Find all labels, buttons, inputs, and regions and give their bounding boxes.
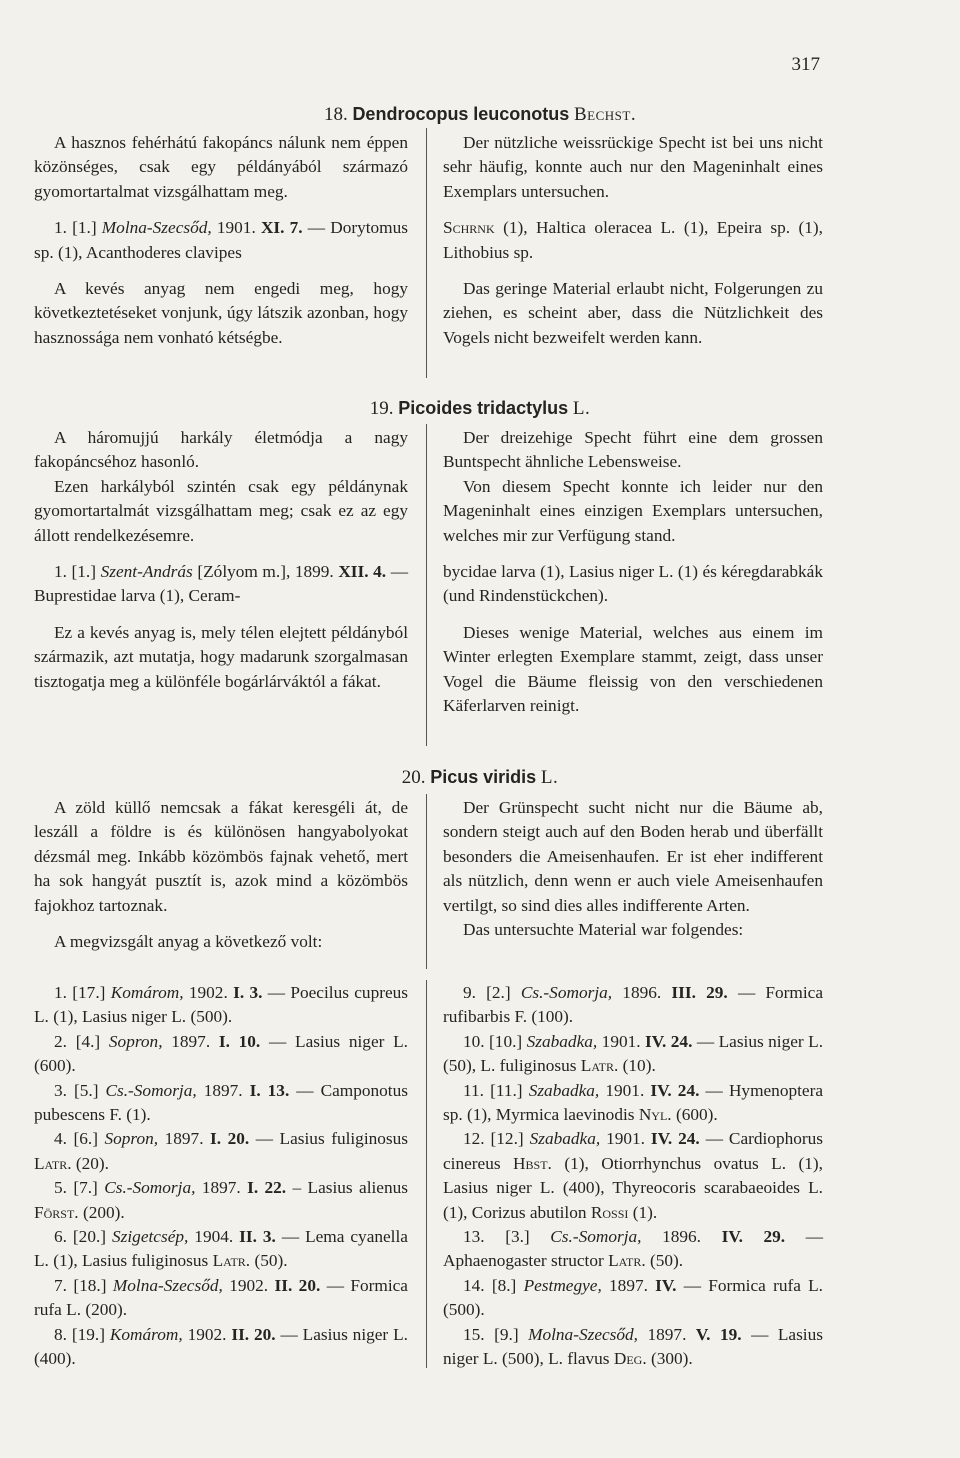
- record-text: (1), Haltica oleracea L. (1), Epeira sp. (1), Lithobius sp.: [443, 218, 823, 262]
- record-number: 13. [3.]: [463, 1227, 530, 1247]
- genus-name: Picus: [430, 767, 479, 787]
- record-date: IV. 24.: [650, 1129, 700, 1149]
- author-abbrev: Latr.: [212, 1251, 251, 1271]
- record-text: (50).: [254, 1251, 288, 1271]
- paragraph: Von diesem Specht konnte ich leider nur den Mageninhalt eines einzigen Exemplars untersuchen, welches mir zur Verfügung stand.: [443, 476, 823, 545]
- author-name: L.: [572, 398, 591, 419]
- record-location: Molna-Szecsőd,: [101, 218, 212, 238]
- author-abbrev: Schrnk: [443, 218, 495, 238]
- author-abbrev: Deg.: [613, 1349, 647, 1369]
- paragraph: Dieses wenige Material, welches aus einem im Winter erlegten Exemplare stammt, zeigt, dass unser Vogel die Bäume fleissig von den verschiedenen Käferlarven reinigt.: [443, 622, 823, 716]
- section-number: 19.: [369, 398, 394, 419]
- paragraph: A megvizsgált anyag a következő volt:: [54, 932, 323, 952]
- record-entry: [443, 1127, 823, 1225]
- section-heading-19: [0, 398, 960, 420]
- record-text: — Lasius fuliginosus: [255, 1129, 409, 1149]
- record-location: Sopron,: [104, 1129, 159, 1149]
- author-name: Bechst.: [573, 104, 637, 125]
- hungarian-column-20: [34, 796, 408, 954]
- author-abbrev: Latr.: [580, 1056, 619, 1076]
- record-location: Sopron,: [108, 1031, 163, 1051]
- record-location: Cs.-Somorja,: [104, 1178, 196, 1198]
- author-abbrev: Hbst.: [513, 1153, 552, 1173]
- record-date: III. 29.: [671, 983, 728, 1002]
- hungarian-column-19: [34, 426, 408, 694]
- record-date: IV. 24.: [650, 1080, 700, 1100]
- record-location: Komárom,: [109, 1324, 183, 1344]
- record-year: 1901.: [605, 1080, 645, 1100]
- record-location: Molna-Szecsőd,: [112, 1275, 223, 1295]
- author-abbrev: Först.: [34, 1202, 79, 1222]
- record-date: II. 3.: [239, 1227, 276, 1247]
- record-year: 1897.: [201, 1178, 241, 1198]
- record-location: Cs.-Somorja,: [550, 1227, 642, 1247]
- page-number: 317: [791, 54, 820, 75]
- paragraph: Ezen harkályból szintén csak egy példánynak gyomortartalmát vizsgálhattam meg; csak ez az egy állott rendelkezésemre.: [34, 476, 408, 545]
- record-date: I. 10.: [218, 1031, 261, 1051]
- record-text: — Cardiophorus cinereus: [443, 1129, 823, 1173]
- record-entry: [34, 1323, 408, 1372]
- record-location: Molna-Szecsőd,: [528, 1324, 638, 1344]
- paragraph: A zöld küllő nemcsak a fákat keresgéli át, de leszáll a földre is és különösen hangyabolyokat dézsmál meg. Inkább közömbös fajnak vehető, mert ha sok hangyát pusztít is, azok mind a közömbös fajokhoz tartoznak.: [34, 798, 408, 915]
- record-location: Szabadka,: [529, 1129, 601, 1149]
- record-year: 1902.: [188, 983, 228, 1002]
- record-date: II. 20.: [274, 1275, 321, 1295]
- author-name: L.: [540, 767, 559, 788]
- record-entry: [34, 981, 408, 1030]
- record-entry: [34, 1079, 408, 1128]
- genus-name: Dendrocopus: [352, 104, 469, 124]
- record-number: 10. [10.]: [463, 1031, 523, 1051]
- record-date: I. 13.: [249, 1080, 290, 1100]
- record-number: 1. [1.]: [54, 562, 97, 582]
- record-entry: [443, 1079, 823, 1128]
- record-number: 1. [17.]: [54, 983, 106, 1002]
- record-number: 1. [1.]: [54, 218, 97, 238]
- record-text: (10).: [622, 1056, 656, 1076]
- record-location: Cs.-Somorja,: [520, 983, 613, 1002]
- record-entry: [443, 1274, 823, 1323]
- paragraph: Der dreizehige Specht führt eine dem grossen Buntspecht ähnliche Lebensweise.: [443, 428, 823, 472]
- species-name: tridactylus: [477, 398, 569, 418]
- record-year: 1896.: [622, 983, 662, 1002]
- paragraph: A kevés anyag nem engedi meg, hogy következtetéseket vonjunk, úgy látszik azonban, hogy hasznossága nem vonható kétségbe.: [34, 279, 408, 347]
- record-text: (1).: [632, 1202, 658, 1222]
- german-column-19: [443, 426, 823, 718]
- record-entry: [443, 216, 823, 265]
- record-number: 14. [8.]: [463, 1275, 517, 1295]
- record-location: Szabadka,: [526, 1031, 598, 1051]
- record-text: — Hymenoptera sp. (1), Myrmica laevinodis: [443, 1080, 824, 1125]
- record-year: 1902.: [187, 1324, 227, 1344]
- record-text: — Formica rufa L. (200).: [34, 1275, 408, 1320]
- record-text: — Lasius niger L. (50), L. fuliginosus: [443, 1031, 824, 1076]
- record-year: 1897.: [647, 1324, 687, 1344]
- record-text: — Buprestidae larva (1), Ceram-: [34, 562, 408, 606]
- record-text: — Lasius niger L. (400).: [34, 1324, 408, 1369]
- section-heading-18: [0, 104, 960, 126]
- record-number: 9. [2.]: [463, 983, 511, 1002]
- record-number: 2. [4.]: [54, 1031, 101, 1051]
- record-year: 1897.: [171, 1031, 211, 1051]
- record-date: IV. 29.: [721, 1227, 786, 1247]
- hungarian-column-18: [34, 131, 408, 350]
- record-number: 3. [5.]: [54, 1080, 99, 1100]
- paragraph: Ez a kevés anyag is, mely télen elejtett példányból származik, azt mutatja, hogy madarunk szorgalmasan tisztogatja meg a különféle bogárlárváktól a fákat.: [34, 622, 408, 691]
- genus-name: Picoides: [398, 398, 473, 418]
- record-text: — Formica rufa L. (500).: [443, 1275, 824, 1320]
- record-text: — Lasius niger L. (500), L. flavus: [443, 1324, 823, 1369]
- record-year: 1901.: [606, 1129, 645, 1149]
- record-place: [Zólyom m.], 1899.: [197, 562, 334, 582]
- paragraph: Das geringe Material erlaubt nicht, Folgerungen zu ziehen, es scheint aber, dass die Nützlichkeit des Vogels nicht bezweifelt werden kann.: [443, 279, 823, 347]
- record-date: XI. 7.: [260, 218, 303, 238]
- record-text: — Dorytomus sp. (1), Acanthoderes clavipes: [34, 218, 408, 262]
- record-list-right: [443, 981, 823, 1372]
- record-text: — Aphaenogaster structor: [443, 1227, 823, 1271]
- record-year: 1901.: [601, 1031, 641, 1051]
- section-heading-20: [0, 767, 960, 789]
- record-year: 1901.: [216, 218, 256, 238]
- record-text: – Lasius alienus: [292, 1178, 408, 1198]
- record-entry: [34, 1127, 408, 1176]
- record-text: (200).: [82, 1202, 125, 1222]
- record-year: 1897.: [164, 1129, 204, 1149]
- paragraph: Der Grünspecht sucht nicht nur die Bäume ab, sondern steigt auch auf den Boden herab und überfällt besonders die Ameisenhaufen. Er ist eher indifferent als nützlich, denn wenn er auch viele Ameisenhaufen vertilgt, so sind dies alles indifferente Arten.: [443, 798, 823, 915]
- column-divider: [426, 794, 427, 969]
- record-year: 1902.: [229, 1275, 269, 1295]
- species-name: viridis: [483, 767, 537, 787]
- record-entry: [34, 560, 408, 609]
- record-entry: [34, 1225, 408, 1274]
- record-location: Cs.-Somorja,: [105, 1080, 197, 1100]
- species-name: leuconotus: [473, 104, 570, 124]
- record-location: Szabadka,: [528, 1080, 600, 1100]
- record-number: 6. [20.]: [54, 1227, 107, 1247]
- author-abbrev: Nyl.: [638, 1105, 672, 1125]
- column-divider: [426, 980, 427, 1368]
- record-date: V. 19.: [695, 1324, 742, 1344]
- paragraph: A hasznos fehérhátú fakopáncs nálunk nem éppen közönséges, csak egy példányából származó gyomortartalmat vizsgálhattam meg.: [34, 133, 408, 201]
- record-date: I. 22.: [247, 1178, 287, 1198]
- record-entry: [34, 1274, 408, 1323]
- record-number: 7. [18.]: [54, 1275, 107, 1295]
- record-date: IV. 24.: [645, 1031, 693, 1051]
- record-number: 5. [7.]: [54, 1178, 98, 1198]
- record-date: IV.: [655, 1275, 677, 1295]
- paragraph: Das untersuchte Material war folgendes:: [463, 920, 744, 940]
- author-abbrev: Latr.: [34, 1153, 72, 1173]
- record-year: 1897.: [609, 1275, 648, 1295]
- record-location: Komárom,: [110, 983, 184, 1002]
- paragraph: A háromujjú harkály életmódja a nagy fakopáncséhoz hasonló.: [34, 428, 408, 472]
- record-text: (600).: [675, 1105, 718, 1125]
- column-divider: [426, 424, 427, 746]
- record-number: 11. [11.]: [463, 1080, 523, 1100]
- record-entry: [34, 216, 408, 265]
- record-text: — Formica rufibarbis F. (100).: [443, 983, 824, 1027]
- record-location: Szent-András: [100, 562, 193, 582]
- record-number: 4. [6.]: [54, 1129, 98, 1149]
- german-column-20: [443, 796, 823, 942]
- record-number: 12. [12.]: [463, 1129, 524, 1149]
- record-text: (50).: [649, 1251, 684, 1271]
- record-year: 1904.: [194, 1227, 234, 1247]
- section-number: 18.: [323, 104, 348, 125]
- record-text: (300).: [650, 1349, 693, 1369]
- record-entry: [34, 1176, 408, 1225]
- record-year: 1897.: [203, 1080, 243, 1100]
- record-entry: [34, 1030, 408, 1079]
- record-date: I. 20.: [210, 1129, 250, 1149]
- record-entry: [443, 1323, 823, 1372]
- record-date: XII. 4.: [338, 562, 387, 582]
- record-text: (20).: [75, 1153, 109, 1173]
- record-text: — Camponotus pubescens F. (1).: [34, 1080, 408, 1125]
- section-number: 20.: [401, 767, 426, 788]
- record-date: II. 20.: [231, 1324, 276, 1344]
- record-location: Pestmegye,: [523, 1275, 602, 1295]
- record-number: 15. [9.]: [463, 1324, 519, 1344]
- record-entry: [443, 981, 823, 1030]
- record-text: — Lasius niger L. (600).: [34, 1031, 408, 1076]
- record-entry: [443, 1225, 823, 1274]
- record-entry: bycidae larva (1), Lasius niger L. (1) és kéregdarabkák (und Rindenstückchen).: [443, 562, 823, 606]
- record-text: — Lema cyanella L. (1), Lasius fuliginosus: [34, 1227, 408, 1271]
- author-abbrev: Rossi: [590, 1202, 629, 1222]
- record-text: — Poecilus cupreus L. (1), Lasius niger L. (500).: [34, 983, 408, 1027]
- german-column-18: [443, 131, 823, 350]
- paragraph: Der nützliche weissrückige Specht ist bei uns nicht sehr häufig, konnte auch nur den Mageninhalt eines Exemplars untersuchen.: [443, 133, 823, 201]
- author-abbrev: Latr.: [608, 1251, 646, 1271]
- record-entry: [443, 1030, 823, 1079]
- record-location: Szigetcsép,: [112, 1227, 189, 1247]
- record-year: 1896.: [662, 1227, 701, 1247]
- record-number: 8. [19.]: [54, 1324, 105, 1344]
- column-divider: [426, 128, 427, 378]
- record-list-left: [34, 981, 408, 1372]
- record-text: (1), Otiorrhynchus ovatus L. (1), Lasius niger L. (400), Thyreocoris scarabaeoides L. (1), Corizus abutilon: [443, 1153, 823, 1222]
- record-date: I. 3.: [233, 983, 263, 1002]
